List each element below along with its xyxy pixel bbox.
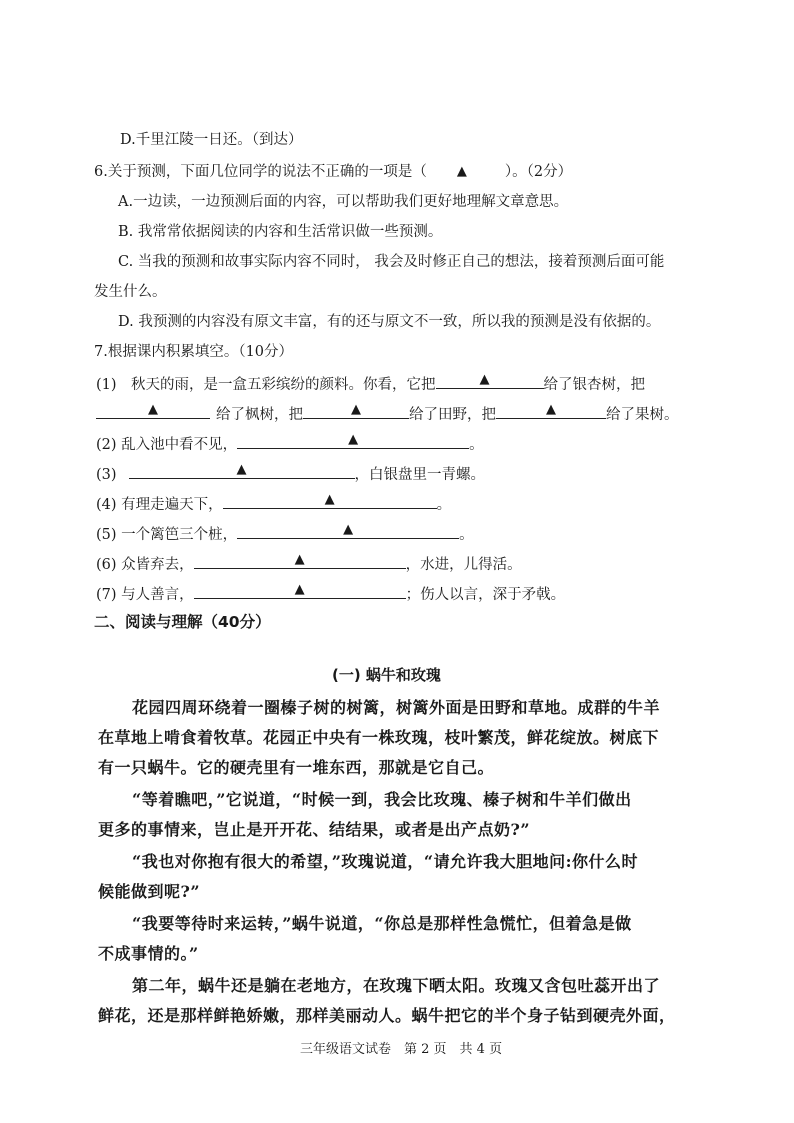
q6-stem-after: ）。（2分）: [504, 164, 573, 180]
answer-triangle-icon: ▲: [236, 462, 247, 477]
q7-stem: 7.根据课内积累填空。（10分）: [94, 344, 294, 360]
answer-triangle-icon: ▲: [324, 492, 335, 507]
q7-item-7-text-a: (7) 与人善言，: [96, 587, 194, 603]
answer-triangle-icon: ▲: [546, 402, 556, 417]
q7-item-1-text-e: 给了果树。: [606, 407, 679, 423]
q7-item-2-text-b: 。: [469, 437, 484, 453]
answer-blank[interactable]: [303, 402, 409, 419]
q7-item-5: [96, 522, 474, 545]
q7-item-5-text-a: (5) 一个篱笆三个桩，: [96, 527, 238, 543]
q7-item-2: [96, 432, 484, 455]
answer-blank[interactable]: [237, 432, 469, 449]
story-line: “等着瞧吧，”它说道，“时候一到，我会比玫瑰、榛子树和牛羊们做出: [132, 790, 632, 809]
answer-triangle-icon: ▲: [479, 372, 490, 387]
answer-triangle-icon: ▲: [348, 432, 359, 447]
section-title: 二、阅读与理解（40分）: [94, 613, 271, 631]
story-line: 不成事情的。”: [98, 944, 199, 963]
answer-triangle-icon: ▲: [148, 402, 158, 417]
q7-item-1-text-d: 给了田野，把: [409, 407, 496, 423]
story-line: [98, 727, 659, 749]
answer-blank[interactable]: [223, 492, 437, 509]
story-line: 候能做到呢?”: [98, 882, 201, 901]
story-line: “我也对你抱有很大的希望，”玫瑰说道，“请允许我大胆地问:你什么时: [132, 852, 639, 871]
q7-item-1-text-c: 给了枫树，把: [216, 407, 303, 423]
story-line: “我要等待时来运转，”蜗牛说道，“你总是那样性急慌忙，但着急是做: [132, 914, 632, 933]
story-line: 有一只蜗牛。它的硬壳里有一堆东西，那就是它自己。: [98, 758, 495, 777]
q7-item-2-text-a: (2) 乱入池中看不见，: [96, 437, 238, 453]
answer-blank[interactable]: [436, 372, 544, 389]
q7-item-1-line1: [96, 372, 645, 395]
q7-item-7: [96, 582, 565, 605]
q7-item-6-text-b: ，水进，儿得活。: [405, 557, 522, 573]
q7-item-6-text-a: (6) 众皆弃去，: [96, 557, 194, 573]
q6-stem-before: 6.关于预测，下面几位同学的说法不正确的一项是（: [94, 164, 427, 180]
q6-option-c-line2: 发生什么。: [94, 284, 167, 300]
answer-blank[interactable]: [237, 522, 459, 539]
story-line: 第二年，蜗牛还是躺在老地方，在玫瑰下晒太阳。玫瑰又含包吐蕊开出了: [132, 976, 661, 995]
q6-option-d: D. 我预测的内容没有原文丰富，有的还与原文不一致，所以我的预测是没有依据的。: [118, 314, 661, 330]
q7-item-4-text-b: 。: [436, 497, 452, 513]
q7-item-1-text-a: (1) 秋天的雨，是一盒五彩缤纷的颜料。你看，它把: [96, 377, 436, 393]
answer-blank[interactable]: [129, 462, 355, 479]
page-footer: 三年级语文试卷 第 2 页 共 4 页: [300, 1042, 503, 1057]
q7-item-1-text-b: 给了银杏树，把: [543, 377, 646, 393]
q7-item-4-text-a: (4) 有理走遍天下，: [96, 497, 223, 513]
answer-blank[interactable]: [194, 582, 406, 599]
story-line: 花园四周环绕着一圈榛子树的树篱，树篱外面是田野和草地。成群的牛羊: [132, 698, 661, 717]
answer-triangle-icon: ▲: [456, 164, 467, 179]
answer-blank[interactable]: [96, 402, 210, 419]
q7-item-4: [96, 492, 451, 515]
q6-option-c-line1: C. 当我的预测和故事实际内容不同时， 我会及时修正自己的想法，接着预测后面可能: [118, 254, 665, 270]
answer-triangle-icon: ▲: [351, 402, 361, 417]
answer-blank[interactable]: [496, 402, 606, 419]
q7-item-5-text-b: 。: [459, 527, 474, 543]
q6-stem: [94, 162, 572, 183]
answer-blank[interactable]: [194, 552, 406, 569]
q7-item-7-text-b: ；伤人以言，深于矛戟。: [405, 587, 566, 603]
q6-option-a: A.一边读，一边预测后面的内容，可以帮助我们更好地理解文章意思。: [118, 194, 569, 210]
answer-triangle-icon: ▲: [294, 552, 305, 567]
story-title: (一) 蜗牛和玫瑰: [332, 666, 441, 684]
q6-option-b: B. 我常常依据阅读的内容和生活常识做一些预测。: [118, 224, 443, 240]
answer-triangle-icon: ▲: [343, 522, 354, 537]
story-line-text: 在草地上啃食着牧草。花园正中央有一株玫瑰，枝叶繁茂，鲜花绽放。树底下: [98, 728, 660, 747]
q5-option-d: D.千里江陵一日还。（到达）: [120, 132, 303, 148]
story-line: 鲜花，还是那样鲜艳娇嫩，那样美丽动人。蜗牛把它的半个身子钻到硬壳外面，: [98, 1006, 676, 1025]
q7-item-3-text-b: ，白银盘里一青螺。: [354, 467, 486, 483]
q7-item-1-line2: [96, 402, 679, 425]
q7-item-3: [96, 462, 485, 485]
answer-triangle-icon: ▲: [294, 582, 305, 597]
q7-item-3-text-a: (3): [96, 467, 117, 483]
story-line: 更多的事情来，岂止是开开花、结结果，或者是出产点奶?”: [98, 820, 531, 839]
q7-item-6: [96, 552, 522, 575]
